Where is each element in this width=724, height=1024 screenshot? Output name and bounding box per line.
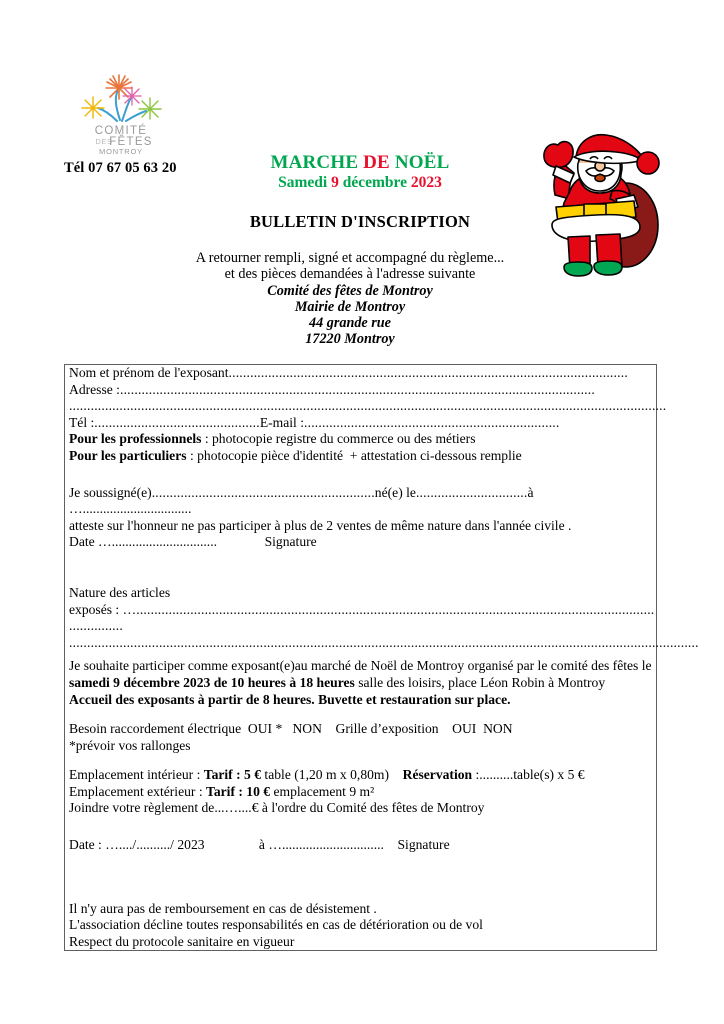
email-label: E-mail :: [259, 414, 304, 430]
undersigned-dots: ..............................................................: [151, 484, 375, 500]
signature-label: Signature: [397, 837, 450, 853]
name-field-row[interactable]: [69, 365, 655, 382]
return-instructions: [130, 250, 570, 348]
spacer-after-pricing: [65, 817, 656, 837]
professionals-requirement: [69, 431, 655, 448]
spacer-before-conditions: [65, 854, 656, 888]
signature-place-label[interactable]: à …..............................: [258, 837, 384, 853]
reservation-field: :..........table(s) x 5 €: [472, 767, 585, 783]
phone-number: Tél 07 67 05 63 20: [64, 160, 177, 176]
attestation-signature-label: Signature: [264, 534, 317, 550]
tel-dots: ..............................................: [94, 414, 260, 430]
address-line-1: Comité des fêtes de Montroy: [267, 282, 433, 299]
attestation-line-2: atteste sur l'honneur ne pas participer à plus de 2 ventes de même nature dans l'année civile .: [69, 517, 572, 533]
articles-section: [65, 584, 699, 651]
name-label: Nom et prénom de l'exposant: [69, 365, 229, 380]
address-dots: ....................................................................................................................................: [119, 381, 595, 397]
participation-text-b: salle des loisirs, place Léon Robin à Montroy: [354, 674, 606, 690]
articles-label-line-2: exposés : …: [69, 601, 137, 617]
professionals-text: : photocopie registre du commerce ou des métiers: [201, 431, 476, 447]
inscription-form-table: [64, 364, 699, 951]
welcome-notice: Accueil des exposants à partir de 8 heures. Buvette et restauration sur place.: [69, 691, 511, 707]
individuals-label: Pour les particuliers: [69, 447, 187, 463]
santa-icon: [512, 133, 672, 295]
signature-block-section: [65, 837, 656, 854]
participation-text: [69, 658, 655, 691]
logo-text-comite: COMITÉ: [94, 125, 148, 137]
participation-notice: [69, 692, 655, 709]
extension-cord-note: *prévoir vos rallonges: [69, 737, 191, 753]
articles-dots-2[interactable]: ...............: [69, 618, 123, 634]
address-line-3: 44 grande rue: [309, 315, 391, 332]
interior-pricing-row[interactable]: [69, 767, 655, 784]
participation-datetime: samedi 9 décembre 2023 de 10 heures à 18 heures: [69, 674, 355, 690]
spacer-after-options: [65, 754, 656, 767]
professionals-label: Pour les professionnels: [69, 431, 202, 447]
exterior-detail: emplacement 9 m²: [270, 783, 375, 799]
articles-field-row[interactable]: [69, 602, 655, 619]
spacer-after-attestation: [65, 551, 656, 585]
logo-text-des: DES: [95, 137, 113, 146]
identity-section: [65, 365, 667, 465]
pricing-section: [65, 767, 656, 817]
date-year: 2023: [410, 174, 442, 191]
return-line-2: et des pièces demandées à l'adresse suivante: [224, 266, 476, 283]
address-field-row[interactable]: [69, 382, 655, 399]
spacer-after-identity: [65, 465, 656, 485]
tel-email-row[interactable]: [69, 415, 655, 432]
spacer-after-articles: [65, 651, 656, 658]
interior-detail: table (1,20 m x 0,80m): [261, 767, 403, 783]
spacer-before-conditions-2: [65, 888, 656, 901]
payment-instruction[interactable]: Joindre votre règlement de...…....€ à l'ordre du Comité des fêtes de Montroy: [69, 800, 485, 816]
exterior-tariff: Tarif : 10 €: [206, 783, 271, 799]
santa-claus-illustration: [512, 133, 672, 295]
reservation-label: Réservation: [402, 767, 473, 783]
grid-option-label[interactable]: Grille d’exposition OUI NON: [335, 721, 513, 737]
address-line-2: Mairie de Montroy: [294, 298, 406, 315]
comite-des-fetes-logo: [74, 68, 170, 156]
undersigned-label: Je soussigné(e): [69, 484, 152, 500]
date-samedi: Samedi: [278, 174, 332, 191]
attestation-date-label: Date …...............................: [69, 534, 218, 550]
participation-text-a: Je souhaite participer comme exposant(e)au marché de Noël de Montroy organisé par le comité des fêtes le: [69, 658, 655, 674]
condition-line: Respect du protocole sanitaire en vigueur: [69, 933, 295, 949]
conditions-section: [65, 901, 656, 951]
title-marche: MARCHE: [270, 152, 364, 173]
logo-text-montroy: MONTROY: [99, 147, 143, 156]
date-day: 9: [331, 174, 343, 191]
email-dots: .......................................................................: [304, 414, 560, 430]
address-label: Adresse :: [69, 381, 120, 397]
spacer-after-participation: [65, 708, 656, 721]
tel-label: Tél :: [69, 414, 95, 430]
birth-dots: ...............................: [415, 484, 528, 500]
event-date: [150, 173, 570, 193]
condition-line: Il n'y aura pas de remboursement en cas de désistement .: [69, 900, 377, 916]
options-row[interactable]: [69, 721, 655, 738]
condition-line: L'association décline toutes responsabilités en cas de détérioration ou de vol: [69, 917, 483, 933]
articles-dots-3[interactable]: ...............................................................................................................................................................................: [69, 634, 699, 650]
individuals-requirement: [69, 448, 655, 465]
interior-label: Emplacement intérieur :: [69, 767, 204, 783]
articles-label-line-1: Nature des articles: [69, 584, 171, 600]
attestation-section: [65, 485, 656, 551]
options-section: [65, 721, 656, 754]
address-line-4: 17220 Montroy: [305, 331, 395, 348]
attestation-date-signature[interactable]: [69, 534, 655, 551]
birth-label: né(e) le: [374, 484, 416, 500]
event-title-block: [150, 152, 570, 193]
title-de: DE: [363, 152, 395, 173]
individuals-text: : photocopie pièce d'identité + attestation ci-dessous remplie: [186, 447, 522, 463]
electric-option-label[interactable]: Besoin raccordement électrique OUI * NON: [69, 721, 322, 737]
logo-text-fetes: FÊTES: [109, 136, 153, 148]
logo-fireworks-icon: [74, 68, 170, 156]
birthplace-field: à …................................: [69, 484, 537, 517]
name-dots: ...............................................................................................................: [228, 365, 628, 380]
form-subtitle: BULLETIN D'INSCRIPTION: [249, 212, 471, 231]
exterior-label: Emplacement extérieur :: [69, 783, 207, 799]
attestation-line-1[interactable]: [69, 485, 655, 518]
signature-row[interactable]: [69, 837, 655, 854]
signature-date-label[interactable]: Date : …..../........../ 2023: [69, 837, 205, 853]
page-title: [150, 152, 570, 173]
exterior-pricing-row: [69, 784, 655, 801]
title-noel: NOËL: [394, 152, 450, 173]
return-line-1: A retourner rempli, signé et accompagné du règleme...: [195, 250, 505, 266]
participation-section: [65, 658, 656, 708]
address-dots-line-2[interactable]: ......................................................................................................................................................................: [69, 398, 667, 414]
articles-dots-1: ................................................................................................................................................: [136, 601, 655, 617]
interior-tariff: Tarif : 5 €: [203, 767, 262, 783]
date-month: décembre: [342, 174, 411, 191]
